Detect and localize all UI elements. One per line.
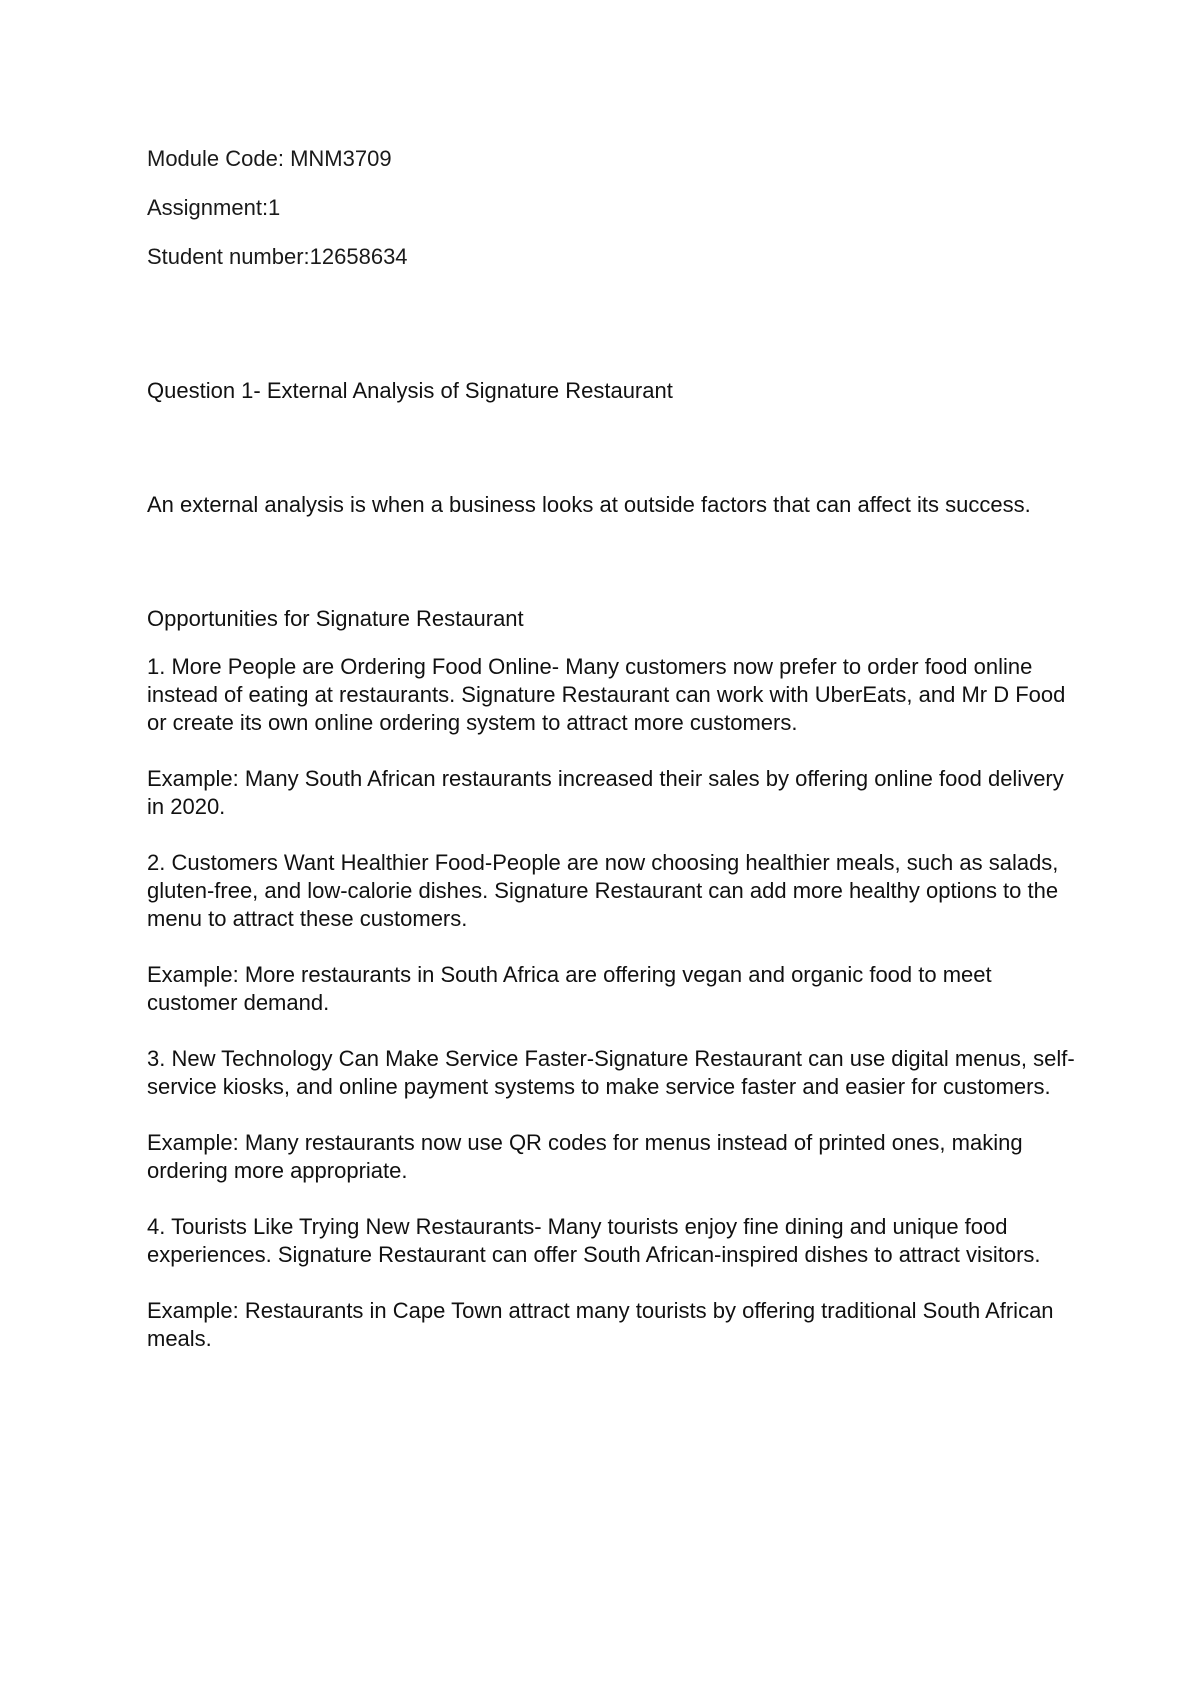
module-code: Module Code: MNM3709 <box>147 146 392 171</box>
opportunity-text: 2. Customers Want Healthier Food-People are now choosing healthier meals, such as salads, gluten-free, and low-calorie dishes. Signature Restaurant can add more healthy options to the menu to attract these customers. <box>147 850 1059 931</box>
student-number: Student number:12658634 <box>147 244 408 269</box>
list-item <box>147 1213 1077 1353</box>
list-item <box>147 653 1077 821</box>
opportunity-example: Example: Many South African restaurants increased their sales by offering online food delivery in 2020. <box>147 766 1064 819</box>
opportunity-text: 1. More People are Ordering Food Online- Many customers now prefer to order food online instead of eating at restaurants. Signature Restaurant can work with UberEats, and Mr D Food or create its own online ordering system to attract more customers. <box>147 654 1066 735</box>
opportunity-text: 3. New Technology Can Make Service Faster-Signature Restaurant can use digital menus, self-service kiosks, and online payment systems to make service faster and easier for customers. <box>147 1046 1075 1099</box>
opportunity-example: Example: Restaurants in Cape Town attract many tourists by offering traditional South African meals. <box>147 1298 1054 1351</box>
list-item <box>147 1045 1077 1185</box>
assignment-number: Assignment:1 <box>147 195 281 220</box>
opportunity-example: Example: More restaurants in South Africa are offering vegan and organic food to meet customer demand. <box>147 962 992 1015</box>
intro-paragraph: An external analysis is when a business looks at outside factors that can affect its success. <box>147 492 1031 517</box>
document-content <box>147 145 1077 1353</box>
opportunities-list <box>147 653 1077 1353</box>
list-item <box>147 849 1077 1017</box>
header-block <box>147 145 1077 271</box>
opportunities-heading: Opportunities for Signature Restaurant <box>147 606 524 631</box>
opportunity-example: Example: Many restaurants now use QR codes for menus instead of printed ones, making ordering more appropriate. <box>147 1130 1023 1183</box>
opportunity-text: 4. Tourists Like Trying New Restaurants- Many tourists enjoy fine dining and unique food experiences. Signature Restaurant can offer South African-inspired dishes to attract visitors. <box>147 1214 1041 1267</box>
question-title: Question 1- External Analysis of Signature Restaurant <box>147 378 673 403</box>
